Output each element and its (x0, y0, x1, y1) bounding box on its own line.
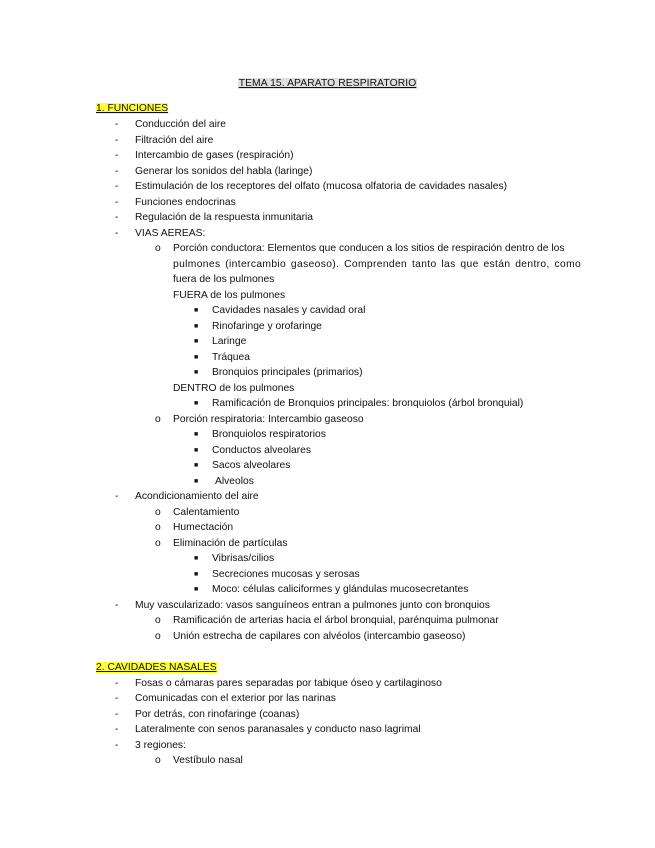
square-bullet: ■ (194, 369, 199, 376)
list-item: Humectación (173, 522, 234, 533)
square-bullet: ■ (194, 323, 199, 330)
circle-bullet: o (155, 243, 161, 254)
list-item: Cavidades nasales y cavidad oral (212, 305, 366, 316)
list-item: Fosas o cámaras pares separadas por tabique óseo y cartilaginoso (135, 678, 442, 689)
list-item: Tráquea (212, 352, 250, 363)
list-item: Estimulación de los receptores del olfato (mucosa olfatoria de cavidades nasales) (135, 181, 508, 192)
list-item: Vibrisas/cilios (212, 553, 275, 564)
document-title: TEMA 15. APARATO RESPIRATORIO (238, 78, 417, 89)
list-item: Conducción del aire (135, 119, 227, 130)
list-item: Sacos alveolares (212, 460, 291, 471)
list-item: Regulación de la respuesta inmunitaria (135, 212, 314, 223)
list-item: Laringe (212, 336, 247, 347)
list-item: Generar los sonidos del habla (laringe) (135, 166, 313, 177)
list-item: VIAS AEREAS: (135, 228, 206, 239)
square-bullet: ■ (194, 447, 199, 454)
list-item: Conductos alveolares (212, 445, 312, 456)
list-item: Rinofaringe y orofaringe (212, 321, 322, 332)
dash-bullet: - (115, 678, 119, 689)
list-item: Alveolos (215, 476, 254, 487)
list-item: Bronquios principales (primarios) (212, 367, 363, 378)
list-item: Filtración del aire (135, 135, 214, 146)
list-item: Comunicadas con el exterior por las narinas (135, 693, 336, 704)
dentro-label: DENTRO de los pulmones (173, 383, 295, 394)
respiratoria-text: Porción respiratoria: Intercambio gaseoso (173, 414, 364, 425)
list-item: Lateralmente con senos paranasales y conducto naso lagrimal (135, 724, 421, 735)
vascular-text: Muy vascularizado: vasos sanguíneos entran a pulmones junto con bronquios (135, 600, 490, 611)
list-item: Vestíbulo nasal (173, 755, 243, 766)
circle-bullet: o (155, 414, 161, 425)
circle-bullet: o (155, 538, 161, 549)
acondicionamiento-text: Acondicionamiento del aire (135, 491, 259, 502)
list-item: Ramificación de Bronquios principales: bronquiolos (árbol bronquial) (212, 398, 524, 409)
square-bullet: ■ (194, 431, 199, 438)
list-item: Ramificación de arterias hacia el árbol bronquial, parénquima pulmonar (173, 615, 499, 626)
conductora-text-line-1: Porción conductora: Elementos que conducen a los sitios de respiración dentro de los (173, 243, 565, 254)
dash-bullet: - (115, 166, 119, 177)
conductora-text-line-3: fuera de los pulmones (173, 274, 275, 285)
section-heading-funciones: 1. FUNCIONES (96, 103, 169, 114)
list-item: Calentamiento (173, 507, 240, 518)
dash-bullet: - (115, 740, 119, 751)
circle-bullet: o (155, 631, 161, 642)
dash-bullet: - (115, 693, 119, 704)
list-item: Secreciones mucosas y serosas (212, 569, 360, 580)
square-bullet: ■ (194, 555, 199, 562)
circle-bullet: o (155, 615, 161, 626)
list-item: Funciones endocrinas (135, 197, 236, 208)
dash-bullet: - (115, 709, 119, 720)
dash-bullet: - (115, 724, 119, 735)
dash-bullet: - (115, 119, 119, 130)
list-item: Unión estrecha de capilares con alvéolos (intercambio gaseoso) (173, 631, 466, 642)
square-bullet: ■ (194, 400, 199, 407)
dash-bullet: - (115, 600, 119, 611)
list-item: Por detrás, con rinofaringe (coanas) (135, 709, 300, 720)
list-item: Moco: células caliciformes y glándulas mucosecretantes (212, 584, 469, 595)
dash-bullet: - (115, 491, 119, 502)
circle-bullet: o (155, 755, 161, 766)
conductora-text-line-2: pulmones (intercambio gaseoso). Comprenden tanto las que están dentro, como (173, 259, 582, 270)
dash-bullet: - (115, 228, 119, 239)
square-bullet: ■ (194, 462, 199, 469)
circle-bullet: o (155, 507, 161, 518)
dash-bullet: - (115, 181, 119, 192)
list-item: Eliminación de partículas (173, 538, 288, 549)
square-bullet: ■ (194, 338, 199, 345)
section-heading-cavidades-nasales: 2. CAVIDADES NASALES (96, 662, 217, 673)
dash-bullet: - (115, 197, 119, 208)
square-bullet: ■ (194, 307, 199, 314)
dash-bullet: - (115, 150, 119, 161)
square-bullet: ■ (194, 571, 199, 578)
circle-bullet: o (155, 522, 161, 533)
square-bullet: ■ (194, 478, 199, 485)
fuera-label: FUERA de los pulmones (173, 290, 286, 301)
dash-bullet: - (115, 135, 119, 146)
list-item: Intercambio de gases (respiración) (135, 150, 294, 161)
list-item: 3 regiones: (135, 740, 186, 751)
square-bullet: ■ (194, 354, 199, 361)
list-item: Bronquiolos respiratorios (212, 429, 326, 440)
dash-bullet: - (115, 212, 119, 223)
square-bullet: ■ (194, 586, 199, 593)
